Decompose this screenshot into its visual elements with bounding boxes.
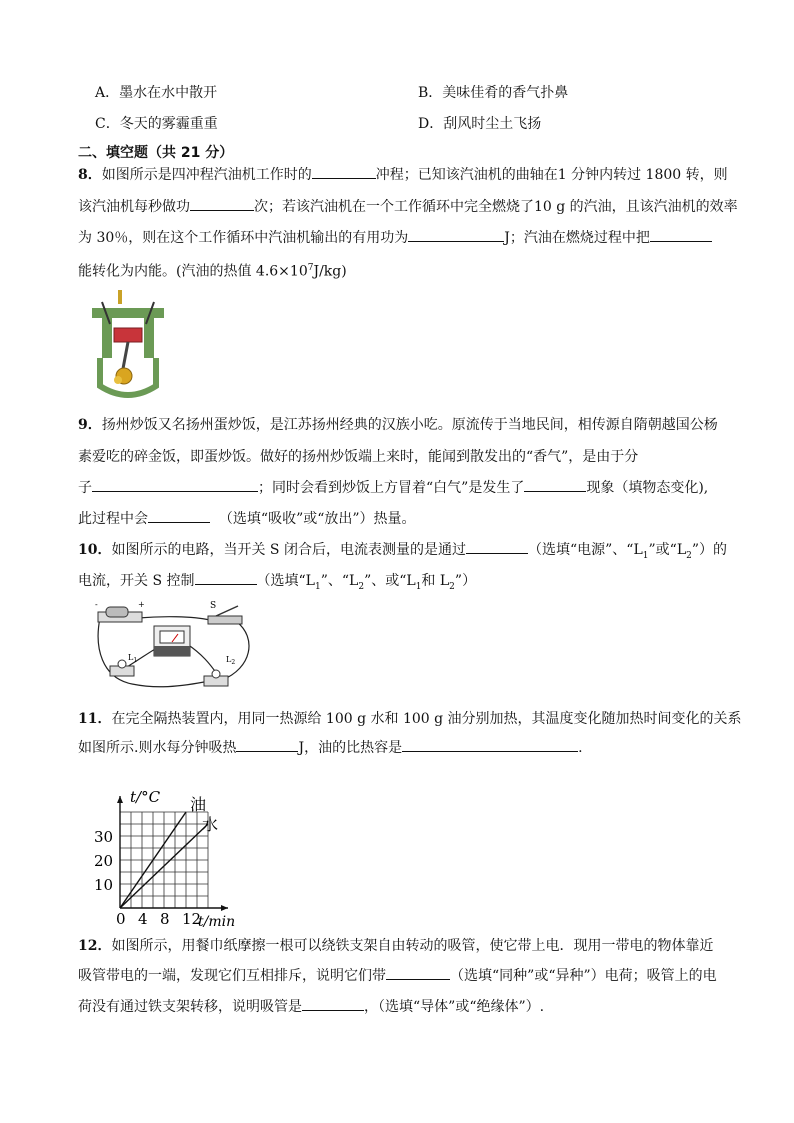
- q10-text: ”）: [454, 573, 477, 589]
- q9-line-2: [78, 446, 758, 468]
- q11-blank-2[interactable]: [402, 737, 578, 752]
- q12-line-2: [78, 965, 758, 987]
- cylinder-wall-right: [144, 318, 154, 358]
- q8-blank-3[interactable]: [408, 227, 504, 242]
- q8-blank-1[interactable]: [312, 164, 376, 179]
- q10-text: ”、或“L: [364, 573, 416, 589]
- q11-line-2: [78, 737, 758, 759]
- q10-text: （选填“L: [256, 573, 315, 589]
- q10-text: ”、“L: [320, 573, 359, 589]
- cylinder-wall-left: [102, 318, 112, 358]
- q12-text: 吸管带电的一端，发现它们互相排斥，说明它们带: [78, 968, 386, 984]
- q8-exponent: 7: [307, 263, 314, 273]
- q11-number: 11．: [78, 711, 112, 727]
- q12-text: ，（选填“导体”或“绝缘体”）.: [364, 999, 545, 1015]
- q9-blank-2[interactable]: [524, 477, 586, 492]
- bulb-l2-glass: [212, 670, 220, 678]
- circuit-diagram: [92, 598, 262, 694]
- switch-label: S: [210, 601, 217, 611]
- q10-subscript: 1: [642, 550, 649, 561]
- q8-text: 次；若该汽油机在一个工作循环中完全燃烧了10 g 的汽油，且该汽油机的效率: [254, 199, 738, 215]
- q10-number: 10．: [78, 542, 112, 558]
- wire: [132, 682, 204, 687]
- q8-text: J；汽油在燃烧过程中把: [504, 230, 650, 246]
- q8-text: J/kg): [313, 263, 347, 280]
- section-title: 二、填空题（共 21 分）: [78, 145, 234, 161]
- q9-text: ；同时会看到炒饭上方冒着“白气”是发生了: [258, 480, 525, 496]
- q12-text: （选填“同种”或“异种”）电荷；吸管上的电: [450, 968, 717, 984]
- q8-blank-4[interactable]: [650, 227, 712, 242]
- q9-blank-3[interactable]: [148, 508, 210, 523]
- x-tick-label: 4: [138, 910, 148, 928]
- y-axis-label: t/°C: [130, 788, 161, 806]
- q8-text: 该汽油机每秒做功: [78, 199, 190, 215]
- q9-text: （选填“吸收”或“放出”）热量。: [218, 511, 416, 527]
- q9-text: 素爱吃的碎金饭，即蛋炒饭。做好的扬州炒饭端上来时，能闻到散发出的“香气”，是由于分: [78, 449, 639, 465]
- switch-blade: [216, 606, 238, 616]
- y-axis-arrow: [117, 796, 123, 803]
- crank-pin: [114, 376, 122, 384]
- q12-line-1: [78, 935, 758, 957]
- q8-line-3: [78, 227, 758, 249]
- q12-text: 荷没有通过铁支架转移，说明吸管是: [78, 999, 302, 1015]
- q10-subscript: 2: [449, 581, 455, 592]
- bulb-l1-label: $L_1$: [128, 653, 138, 664]
- q8-text: 能转化为内能。(汽油的热值 4.6×10: [78, 263, 308, 280]
- q11-text: 在完全隔热装置内，用同一热源给 100 g 水和 100 g 油分别加热，其温度变化随加热时间变化的关系: [111, 711, 742, 727]
- temperature-chart: [86, 760, 286, 930]
- x-axis-arrow: [221, 905, 228, 911]
- y-tick-label: 20: [94, 852, 114, 870]
- piston-icon: [114, 328, 142, 342]
- q12-blank-1[interactable]: [386, 965, 450, 980]
- chart-ticks: [94, 828, 201, 928]
- spark-plug-icon: [118, 290, 122, 304]
- bulb-l1-glass: [118, 660, 126, 668]
- series-label: 水: [202, 815, 219, 834]
- q11-text: .: [578, 740, 583, 756]
- q11-text: J，油的比热容是: [298, 740, 403, 756]
- q10-text: 电流，开关 S 控制: [78, 573, 195, 589]
- q9-line-4: [78, 508, 758, 530]
- y-tick-label: 30: [94, 828, 114, 846]
- option-b: B．美味佳肴的香气扑鼻: [418, 85, 569, 101]
- q10-text: ”）的: [691, 542, 728, 558]
- x-tick-label: 8: [160, 910, 170, 928]
- option-c: C．冬天的雾霾重重: [95, 116, 218, 132]
- y-tick-label: 10: [94, 876, 114, 894]
- q10-line-2: [78, 570, 758, 598]
- battery-plus: +: [138, 600, 145, 609]
- q8-number: 8．: [78, 167, 102, 183]
- q10-subscript: 2: [686, 550, 692, 561]
- wire: [222, 622, 249, 680]
- q11-blank-1[interactable]: [236, 737, 298, 752]
- q8-text: 如图所示是四冲程汽油机工作时的: [101, 167, 312, 183]
- wire: [187, 644, 217, 674]
- battery-cell: [106, 607, 128, 617]
- q9-line-1: [78, 414, 758, 436]
- q10-blank-1[interactable]: [466, 539, 528, 554]
- x-tick-label: 12: [182, 910, 202, 928]
- x-tick-label: 0: [116, 910, 126, 928]
- q10-text: ”或“L: [648, 542, 687, 558]
- chart-grid: [120, 812, 208, 908]
- q10-subscript: 1: [314, 581, 321, 592]
- q12-line-3: [78, 996, 758, 1018]
- q10-text: 如图所示的电路，当开关 S 闭合后，电流表测量的是通过: [111, 542, 466, 558]
- q10-subscript: 2: [358, 581, 365, 592]
- x-axis-label: t/min: [198, 914, 236, 930]
- series-label: 油: [190, 795, 207, 814]
- battery-minus: -: [95, 600, 98, 609]
- q8-line-1: [78, 164, 758, 186]
- cylinder-head: [92, 308, 164, 318]
- q9-line-3: [78, 477, 758, 499]
- q10-blank-2[interactable]: [195, 570, 257, 585]
- q8-line-4: [78, 257, 758, 283]
- q9-text: 子: [78, 480, 92, 496]
- q12-text: 如图所示，用餐巾纸摩擦一根可以绕铁支架自由转动的吸管，使它带上电．现用一带电的物体靠近: [111, 938, 714, 954]
- bulb-l2-label: $L_2$: [226, 655, 236, 666]
- q9-text: 此过程中会: [78, 511, 148, 527]
- switch-icon: [208, 616, 242, 624]
- q9-number: 9．: [78, 417, 102, 433]
- q9-text: 现象（填物态变化),: [586, 480, 709, 496]
- q9-text: 扬州炒饭又名扬州蛋炒饭，是江苏扬州经典的汉族小吃。原流传于当地民间，相传源自隋朝越国公杨: [101, 417, 718, 433]
- q10-subscript: 1: [415, 581, 422, 592]
- q11-text: 如图所示.则水每分钟吸热: [78, 740, 237, 756]
- q8-line-2: [78, 196, 758, 218]
- q12-blank-2[interactable]: [302, 996, 364, 1011]
- q11-line-1: [78, 708, 758, 730]
- q8-blank-2[interactable]: [190, 196, 254, 211]
- option-a: A．墨水在水中散开: [95, 85, 218, 101]
- q8-text: 冲程；已知该汽油机的曲轴在1 分钟内转过 1800 转，则: [375, 167, 728, 183]
- chart-labels: [130, 788, 235, 930]
- q8-text: 为 30％，则在这个工作循环中汽油机输出的有用功为: [78, 230, 409, 246]
- engine-diagram: [88, 290, 168, 400]
- ammeter-base: [154, 646, 190, 656]
- q9-blank-1[interactable]: [92, 477, 258, 492]
- q10-text: 和 L: [421, 573, 450, 589]
- q10-text: （选填“电源”、“L: [527, 542, 643, 558]
- chart-axes: [117, 796, 228, 911]
- q10-line-1: [78, 539, 758, 567]
- q12-number: 12．: [78, 938, 112, 954]
- option-d: D．刮风时尘土飞扬: [418, 116, 542, 132]
- wire: [138, 617, 210, 620]
